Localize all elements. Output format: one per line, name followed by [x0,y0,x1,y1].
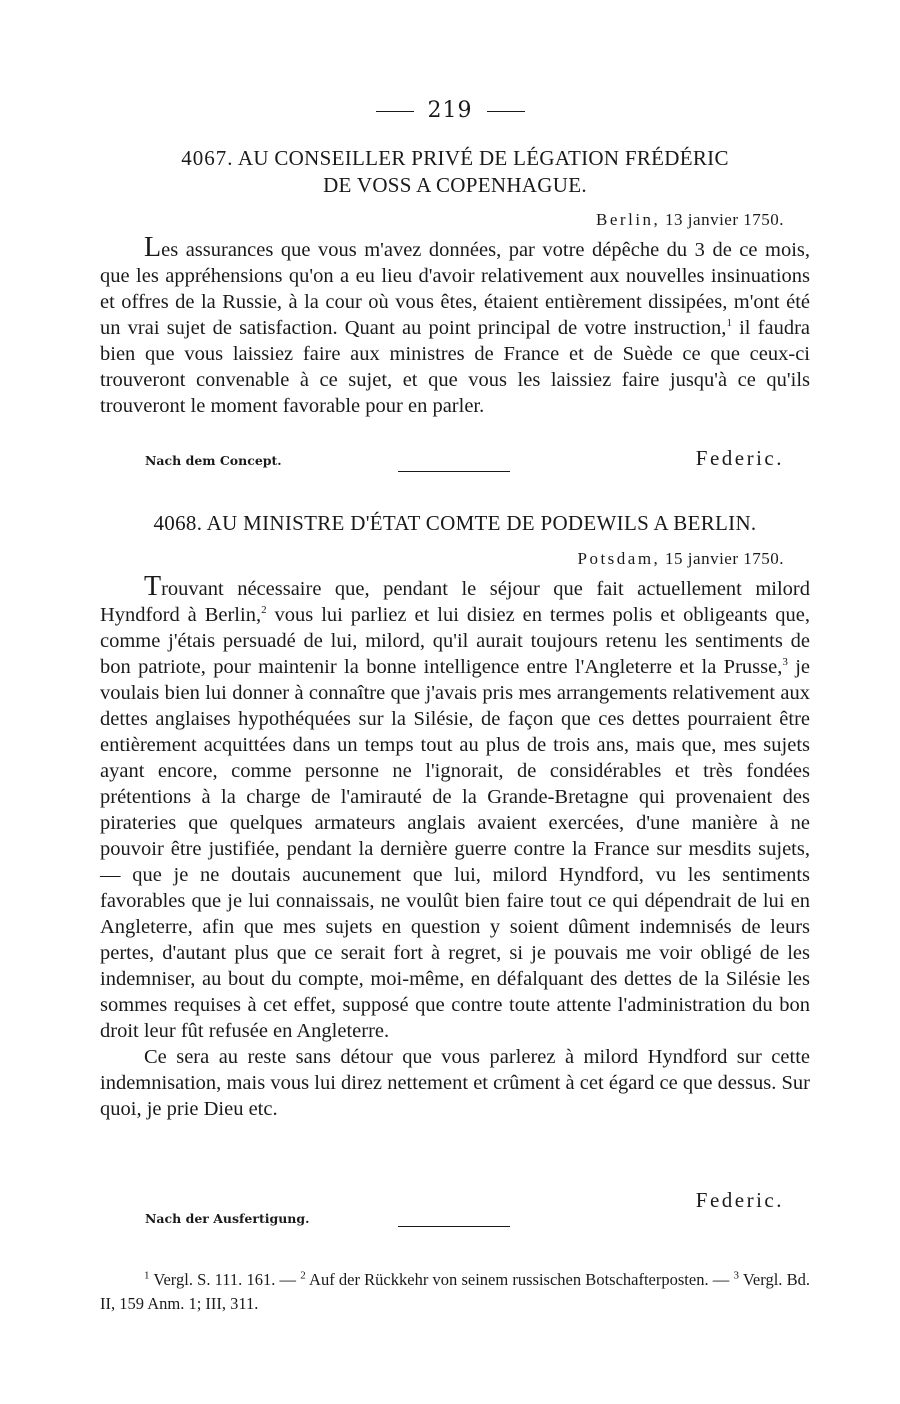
letter-4068-source: Nach der Ausfertigung. [145,1211,310,1226]
separator-rule [398,1226,510,1227]
letter-4067-signature: Federic. [695,446,784,470]
letter-4068-paragraph-1: Trouvant nécessaire que, pendant le séjour que fait actuellement milord Hyndford à Berlin,$^2$ vous lui parliez et lui disiez en termes polis et obligeants que, comme j'étais persuadé de lui, milord, qu'il aurait toujours retenu les sentiments de bon patriote, pour maintenir la bonne intelligence entre l'Angleterre et la Prusse,$^3$ je voulais bien lui donner à connaître que j'avais pris mes arrangements relativement aux dettes anglaises hypothéquées sur la Silésie, de façon que ces dettes pourraient être entièrement acquittées dans un temps tout au plus de trois ans, mais que, mes sujets ayant encore, comme personne ne l'ignorait, de considérables et très fondées prétentions à la charge de l'amirauté de la Grande-Bretagne qui provenaient des pirateries que quelques armateurs anglais avaient exercées, d'une manière à ne pouvoir être justifiée, pendant la dernière guerre contre la France sur mesdits sujets, — que je ne doutais aucunement que lui, milord Hyndford, vu les sentiments favorables que je lui connaissais, ne voulût bien faire tout ce qui dépendrait de lui en Angleterre, afin que mes sujets en question y soient dûment indemnisés de leurs pertes, d'autant plus que ce serait fort à regret, si je pouvais me voir obligé de les indemniser, au bout du compte, moi-même, en défalquant des dettes de la Silésie les sommes requises à cet effet, supposé que contre toute attente l'administration du bon droit leur fût refusée en Angleterre. [100,571,811,1042]
letter-4068-dateline: Potsdam, 15 janvier 1750. [577,549,784,568]
letter-4068-paragraph-2: Ce sera au reste sans détour que vous parlerez à milord Hyndford sur cette indemnisation, mais vous lui direz nettement et crûment à cet égard ce que dessus. Sur quoi, je prie Dieu etc. [100,1046,810,1120]
dropcap: L [144,232,162,263]
letter-4067-paragraph: Les assurances que vous m'avez données, par votre dépêche du 3 de ce mois, que les appréhensions qu'on a eu lieu d'avoir relativement aux nouvelles insinuations et offres de la Russie, à la cour où vous êtes, étaient entièrement dissipées, m'ont été un vrai sujet de satisfaction. Quant au point principal de votre instruction,$^1$ il faudra bien que vous laissiez faire aux ministres de France et de Suède ce que ceux-ci trouveront convenable à ce sujet, et que vous les laissiez faire jusqu'à ce qu'ils trouveront le moment favorable pour en parler. [100,232,811,417]
footnote-block: $^1$ Vergl. S. 111. 161. — $^2$ Auf der Rückkehr von seinem russischen Botschafterposten. — $^3$ Vergl. Bd. II, 159 Anm. 1; III, 311. [100,1269,810,1313]
letter-4067-heading-line2: DE VOSS A COPENHAGUE. [323,173,587,197]
dash-left [376,111,414,112]
dash-right [487,111,525,112]
separator-rule [398,471,510,472]
letter-4068-body [100,571,811,1122]
footnote-ref-2: 2 [261,604,267,617]
page-number-line [0,98,900,123]
letter-4067-body [100,232,811,419]
letter-4067-heading [100,145,810,199]
footnote-ref-3: 3 [782,656,788,669]
dropcap: T [144,571,162,602]
page-number: 219 [427,98,473,123]
footnote-ref-1: 1 [726,317,732,330]
footnote-number-3: 3 [733,1269,739,1282]
letter-4067-dateline: Berlin, 13 janvier 1750. [596,210,784,229]
letter-4067-heading-line1: 4067. AU CONSEILLER PRIVÉ DE LÉGATION FRÉDÉRIC [181,146,729,170]
footnotes [100,1268,810,1316]
letter-4068-heading: 4068. AU MINISTRE D'ÉTAT COMTE DE PODEWILS A BERLIN. [153,511,757,535]
footnote-number-1: 1 [144,1269,150,1282]
letter-4067-source: Nach dem Concept. [145,453,282,468]
footnote-number-2: 2 [300,1269,306,1282]
letter-4068-signature: Federic. [695,1188,784,1212]
